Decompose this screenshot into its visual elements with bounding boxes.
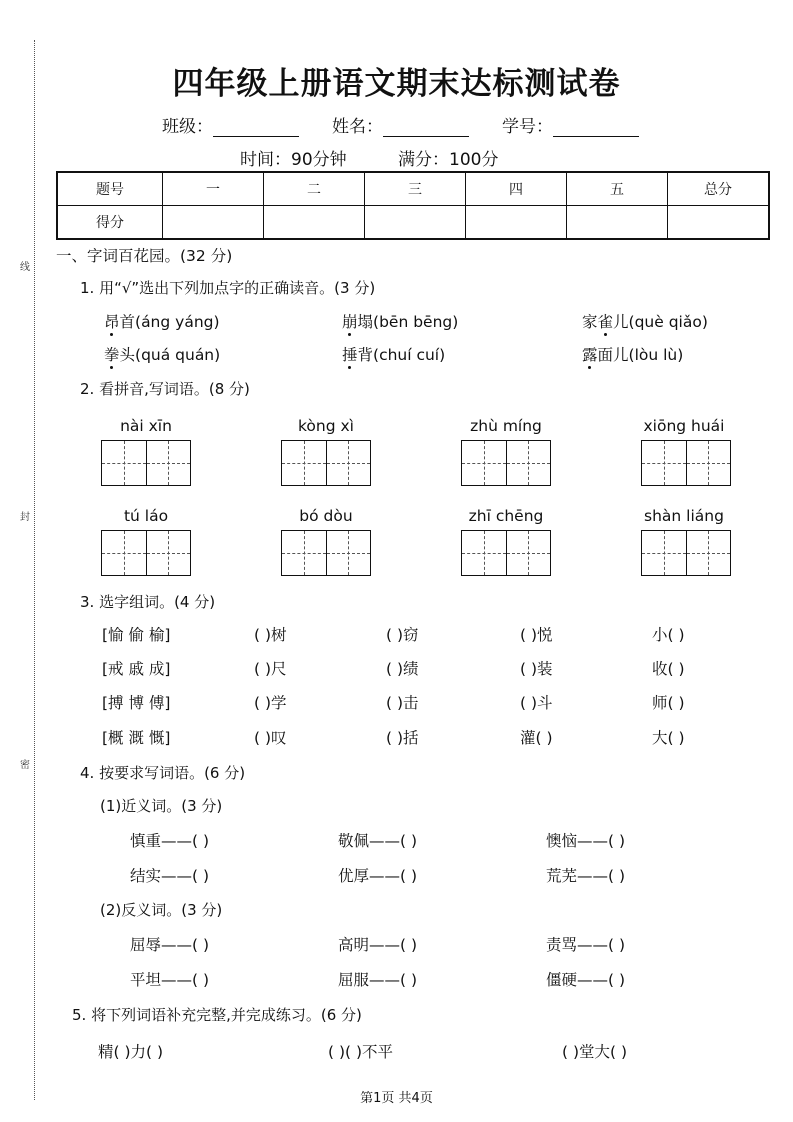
score-header-cell: 二 [264,172,365,206]
score-header-cell: 总分 [668,172,770,206]
pinyin-label: shàn liáng [644,507,724,525]
student-id-blank[interactable] [553,118,639,137]
reading-item-text: 面儿(lòu lù) [597,346,684,364]
fill-blank[interactable]: ( )窃 [386,626,419,644]
reading-item [342,310,458,332]
score-row-label: 得分 [57,206,163,240]
dotted-char: 崩 [342,313,358,331]
score-header-cell: 一 [163,172,264,206]
writing-grid[interactable] [641,440,731,486]
idiom-blank[interactable]: 精( )力( ) [98,1043,164,1061]
question-1-title: 1. 用“√”选出下列加点字的正确读音。(3 分) [80,279,376,297]
name-label: 姓名： [332,117,383,137]
antonym-blank[interactable]: 僵硬——( ) [546,971,626,989]
reading-item [104,343,220,365]
fill-blank[interactable]: ( )树 [254,626,287,644]
side-mark-seal: 封 [20,512,30,523]
idiom-blank[interactable]: ( )堂大( ) [562,1043,628,1061]
page-title: 四年级上册语文期末达标测试卷 [172,66,621,102]
antonym-blank[interactable]: 高明——( ) [338,936,418,954]
question-2-title: 2. 看拼音,写词语。(8 分) [80,380,250,398]
pinyin-label: nài xīn [120,417,172,435]
antonym-blank[interactable]: 责骂——( ) [546,936,626,954]
class-blank[interactable] [213,118,299,137]
reading-item-text: 首(áng yáng) [119,313,220,331]
section-1-title: 一、字词百花园。(32 分) [56,247,233,265]
idiom-blank[interactable]: ( )( )不平 [328,1043,394,1061]
reading-item [582,310,708,332]
fill-blank[interactable]: 收( ) [652,660,685,678]
reading-item-text: 塌(bēn bēng) [357,313,459,331]
score-table-score-row [57,206,769,240]
score-table-header-row [57,172,769,206]
pinyin-label: bó dòu [299,507,353,525]
writing-grid[interactable] [281,530,371,576]
synonym-blank[interactable]: 结实——( ) [130,867,210,885]
antonym-subtitle: (2)反义词。(3 分) [100,901,223,919]
student-id-label: 学号： [502,117,553,137]
fill-blank[interactable]: 大( ) [652,729,685,747]
pinyin-label: tú láo [123,507,169,525]
antonym-blank[interactable]: 平坦——( ) [130,971,210,989]
synonym-blank[interactable]: 荒芜——( ) [546,867,626,885]
pinyin-label: kòng xì [298,417,354,435]
name-blank[interactable] [383,118,469,137]
dotted-char: 昂 [104,313,120,331]
question-3-title: 3. 选字组词。(4 分) [80,593,216,611]
reading-item [582,343,683,365]
name-field [332,112,469,137]
synonym-blank[interactable]: 敬佩——( ) [338,832,418,850]
pinyin-label: xiōng huái [643,417,725,435]
class-field [162,112,299,137]
antonym-blank[interactable]: 屈辱——( ) [130,936,210,954]
score-header-cell: 三 [365,172,466,206]
reading-item [342,343,445,365]
fill-blank[interactable]: 小( ) [652,626,685,644]
page-footer: 第1页 共4页 [360,1091,433,1106]
score-header-cell: 四 [466,172,567,206]
fill-blank[interactable]: ( )叹 [254,729,287,747]
question-5-title: 5. 将下列词语补充完整,并完成练习。(6 分) [72,1006,362,1024]
score-cell[interactable] [264,206,365,240]
full-score: 满分：100分 [398,150,499,170]
dotted-char: 捶 [342,346,358,364]
dotted-char: 拳 [104,346,120,364]
fill-blank[interactable]: ( )装 [520,660,553,678]
writing-grid[interactable] [101,530,191,576]
writing-grid[interactable] [461,530,551,576]
binding-dotted-line [34,40,35,1100]
student-id-field [502,112,639,137]
fill-blank[interactable]: ( )斗 [520,694,553,712]
reading-item-text: 头(quá quán) [119,346,221,364]
synonym-blank[interactable]: 优厚——( ) [338,867,418,885]
writing-grid[interactable] [281,440,371,486]
char-choice-set: [概 溉 慨] [102,729,171,747]
antonym-blank[interactable]: 屈服——( ) [338,971,418,989]
synonym-blank[interactable]: 懊恼——( ) [546,832,626,850]
score-cell[interactable] [668,206,770,240]
score-header-cell: 五 [567,172,668,206]
reading-item [104,310,220,332]
fill-blank[interactable]: ( )尺 [254,660,287,678]
pinyin-label: zhī chēng [468,507,544,525]
writing-grid[interactable] [101,440,191,486]
synonym-subtitle: (1)近义词。(3 分) [100,797,223,815]
score-cell[interactable] [466,206,567,240]
fill-blank[interactable]: ( )击 [386,694,419,712]
score-header-cell: 题号 [57,172,163,206]
fill-blank[interactable]: ( )绩 [386,660,419,678]
reading-item-prefix: 家 [582,313,598,331]
reading-item-text: 儿(què qiǎo) [613,313,708,331]
fill-blank[interactable]: 灌( ) [520,729,553,747]
fill-blank[interactable]: ( )括 [386,729,419,747]
score-cell[interactable] [365,206,466,240]
score-table [56,171,770,240]
fill-blank[interactable]: ( )学 [254,694,287,712]
char-choice-set: [戒 戚 成] [102,660,171,678]
fill-blank[interactable]: ( )悦 [520,626,553,644]
side-mark-line: 线 [20,262,30,273]
pinyin-label: zhù míng [470,417,542,435]
dotted-char: 露 [582,346,598,364]
writing-grid[interactable] [641,530,731,576]
score-cell[interactable] [163,206,264,240]
exam-time: 时间：90分钟 [240,150,347,170]
char-choice-set: [愉 偷 榆] [102,626,171,644]
char-choice-set: [搏 博 傅] [102,694,171,712]
writing-grid[interactable] [461,440,551,486]
reading-item-text: 背(chuí cuí) [357,346,446,364]
score-cell[interactable] [567,206,668,240]
fill-blank[interactable]: 师( ) [652,694,685,712]
synonym-blank[interactable]: 慎重——( ) [130,832,210,850]
side-mark-secret: 密 [20,760,30,771]
dotted-char: 雀 [597,313,614,331]
question-4-title: 4. 按要求写词语。(6 分) [80,764,246,782]
class-label: 班级： [162,117,213,137]
